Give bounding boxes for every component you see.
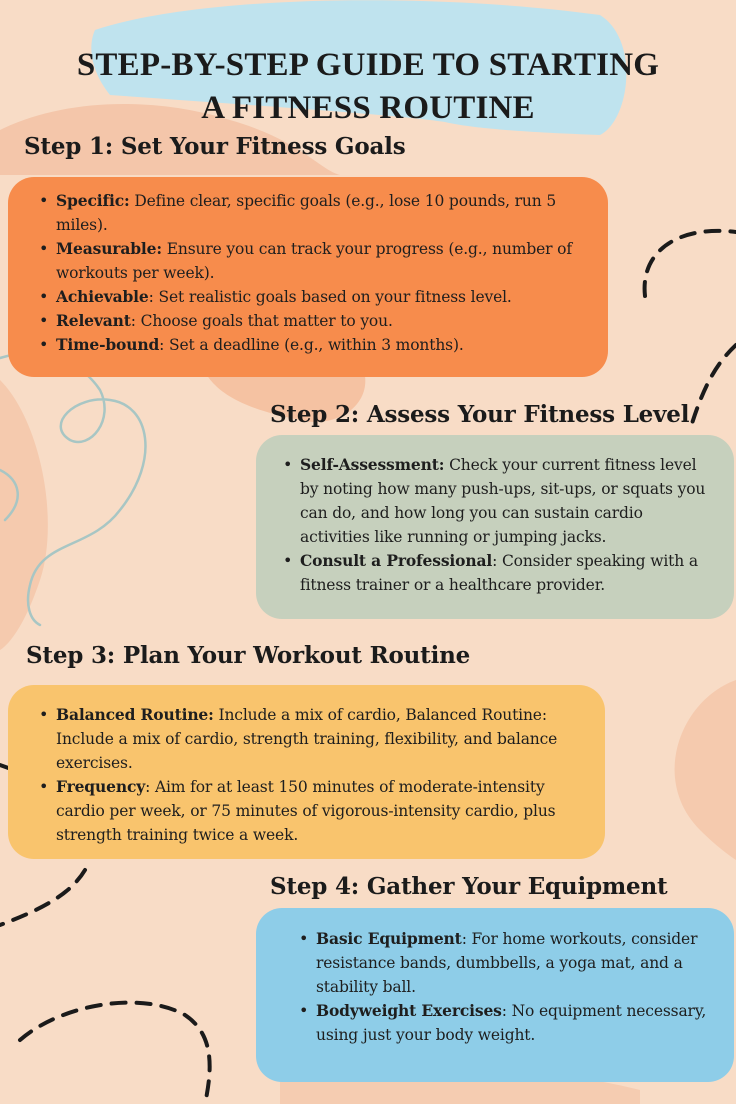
dashed-curve-bottom xyxy=(20,1003,210,1104)
step-3-list xyxy=(36,703,585,847)
item-term: Self-Assessment: xyxy=(300,455,445,474)
item-text: : No equipment necessary, using just your body weight. xyxy=(316,1002,707,1044)
list-item xyxy=(56,309,578,333)
item-term: Relevant xyxy=(56,311,131,330)
step-1-list xyxy=(36,189,578,357)
step-2-card xyxy=(256,435,734,619)
dashed-curve-top-right xyxy=(645,231,736,296)
list-item xyxy=(56,285,578,309)
list-item xyxy=(300,453,716,549)
item-term: Bodyweight Exercises xyxy=(316,1001,502,1020)
peach-blob-right-bottom xyxy=(675,680,736,860)
item-text: : Set realistic goals based on your fitness level. xyxy=(148,288,512,306)
list-item xyxy=(300,549,716,597)
list-item xyxy=(56,775,585,847)
item-text: : For home workouts, consider resistance bands, dumbbells, a yoga mat, and a stability ball. xyxy=(316,930,698,996)
item-text: : Aim for at least 150 minutes of moderate-intensity cardio per week, or 75 minutes of vigorous-intensity cardio, plus strength training twice a week. xyxy=(56,778,556,844)
list-item xyxy=(56,237,578,285)
step-2-heading: Step 2: Assess Your Fitness Level xyxy=(270,401,690,428)
item-text: : Set a deadline (e.g., within 3 months). xyxy=(159,336,464,354)
step-1-card xyxy=(8,177,608,377)
page-title xyxy=(40,44,696,130)
title-line-1: STEP-BY-STEP GUIDE TO STARTING xyxy=(76,47,660,84)
item-text: Define clear, specific goals (e.g., lose 10 pounds, run 5 miles). xyxy=(56,192,557,234)
step-1-heading: Step 1: Set Your Fitness Goals xyxy=(24,133,406,160)
item-term: Time-bound xyxy=(56,335,160,354)
list-item xyxy=(56,333,578,357)
dashed-curve-right xyxy=(690,345,736,430)
item-term: Achievable xyxy=(56,287,149,306)
step-4-heading: Step 4: Gather Your Equipment xyxy=(270,873,668,900)
item-text: : Choose goals that matter to you. xyxy=(130,312,393,330)
step-3-card xyxy=(8,685,605,859)
item-term: Measurable: xyxy=(56,239,162,258)
item-term: Frequency xyxy=(56,777,146,796)
step-4-list xyxy=(296,927,714,1047)
item-term: Consult a Professional xyxy=(300,551,493,570)
item-term: Specific: xyxy=(56,191,130,210)
list-item xyxy=(56,703,585,775)
step-3-heading: Step 3: Plan Your Workout Routine xyxy=(26,642,471,669)
step-4-card xyxy=(256,908,734,1082)
item-term: Basic Equipment xyxy=(316,929,462,948)
title-line-2: A FITNESS ROUTINE xyxy=(201,90,535,127)
peach-blob-left-middle xyxy=(0,380,48,650)
list-item xyxy=(56,189,578,237)
list-item xyxy=(316,927,714,999)
item-text: : Consider speaking with a fitness trainer or a healthcare provider. xyxy=(300,552,698,594)
item-text: Check your current fitness level by noting how many push-ups, sit-ups, or squats you can do, and how long you can sustain cardio activities like running or jumping jacks. xyxy=(300,456,706,546)
item-term: Balanced Routine: xyxy=(56,705,214,724)
list-item xyxy=(316,999,714,1047)
dashed-curve-left-lower xyxy=(0,870,85,925)
step-2-list xyxy=(280,453,716,597)
item-text: Ensure you can track your progress (e.g., number of workouts per week). xyxy=(56,240,572,282)
item-text: Include a mix of cardio, Balanced Routine: Include a mix of cardio, strength training, flexibility, and balance exercises. xyxy=(56,706,558,772)
